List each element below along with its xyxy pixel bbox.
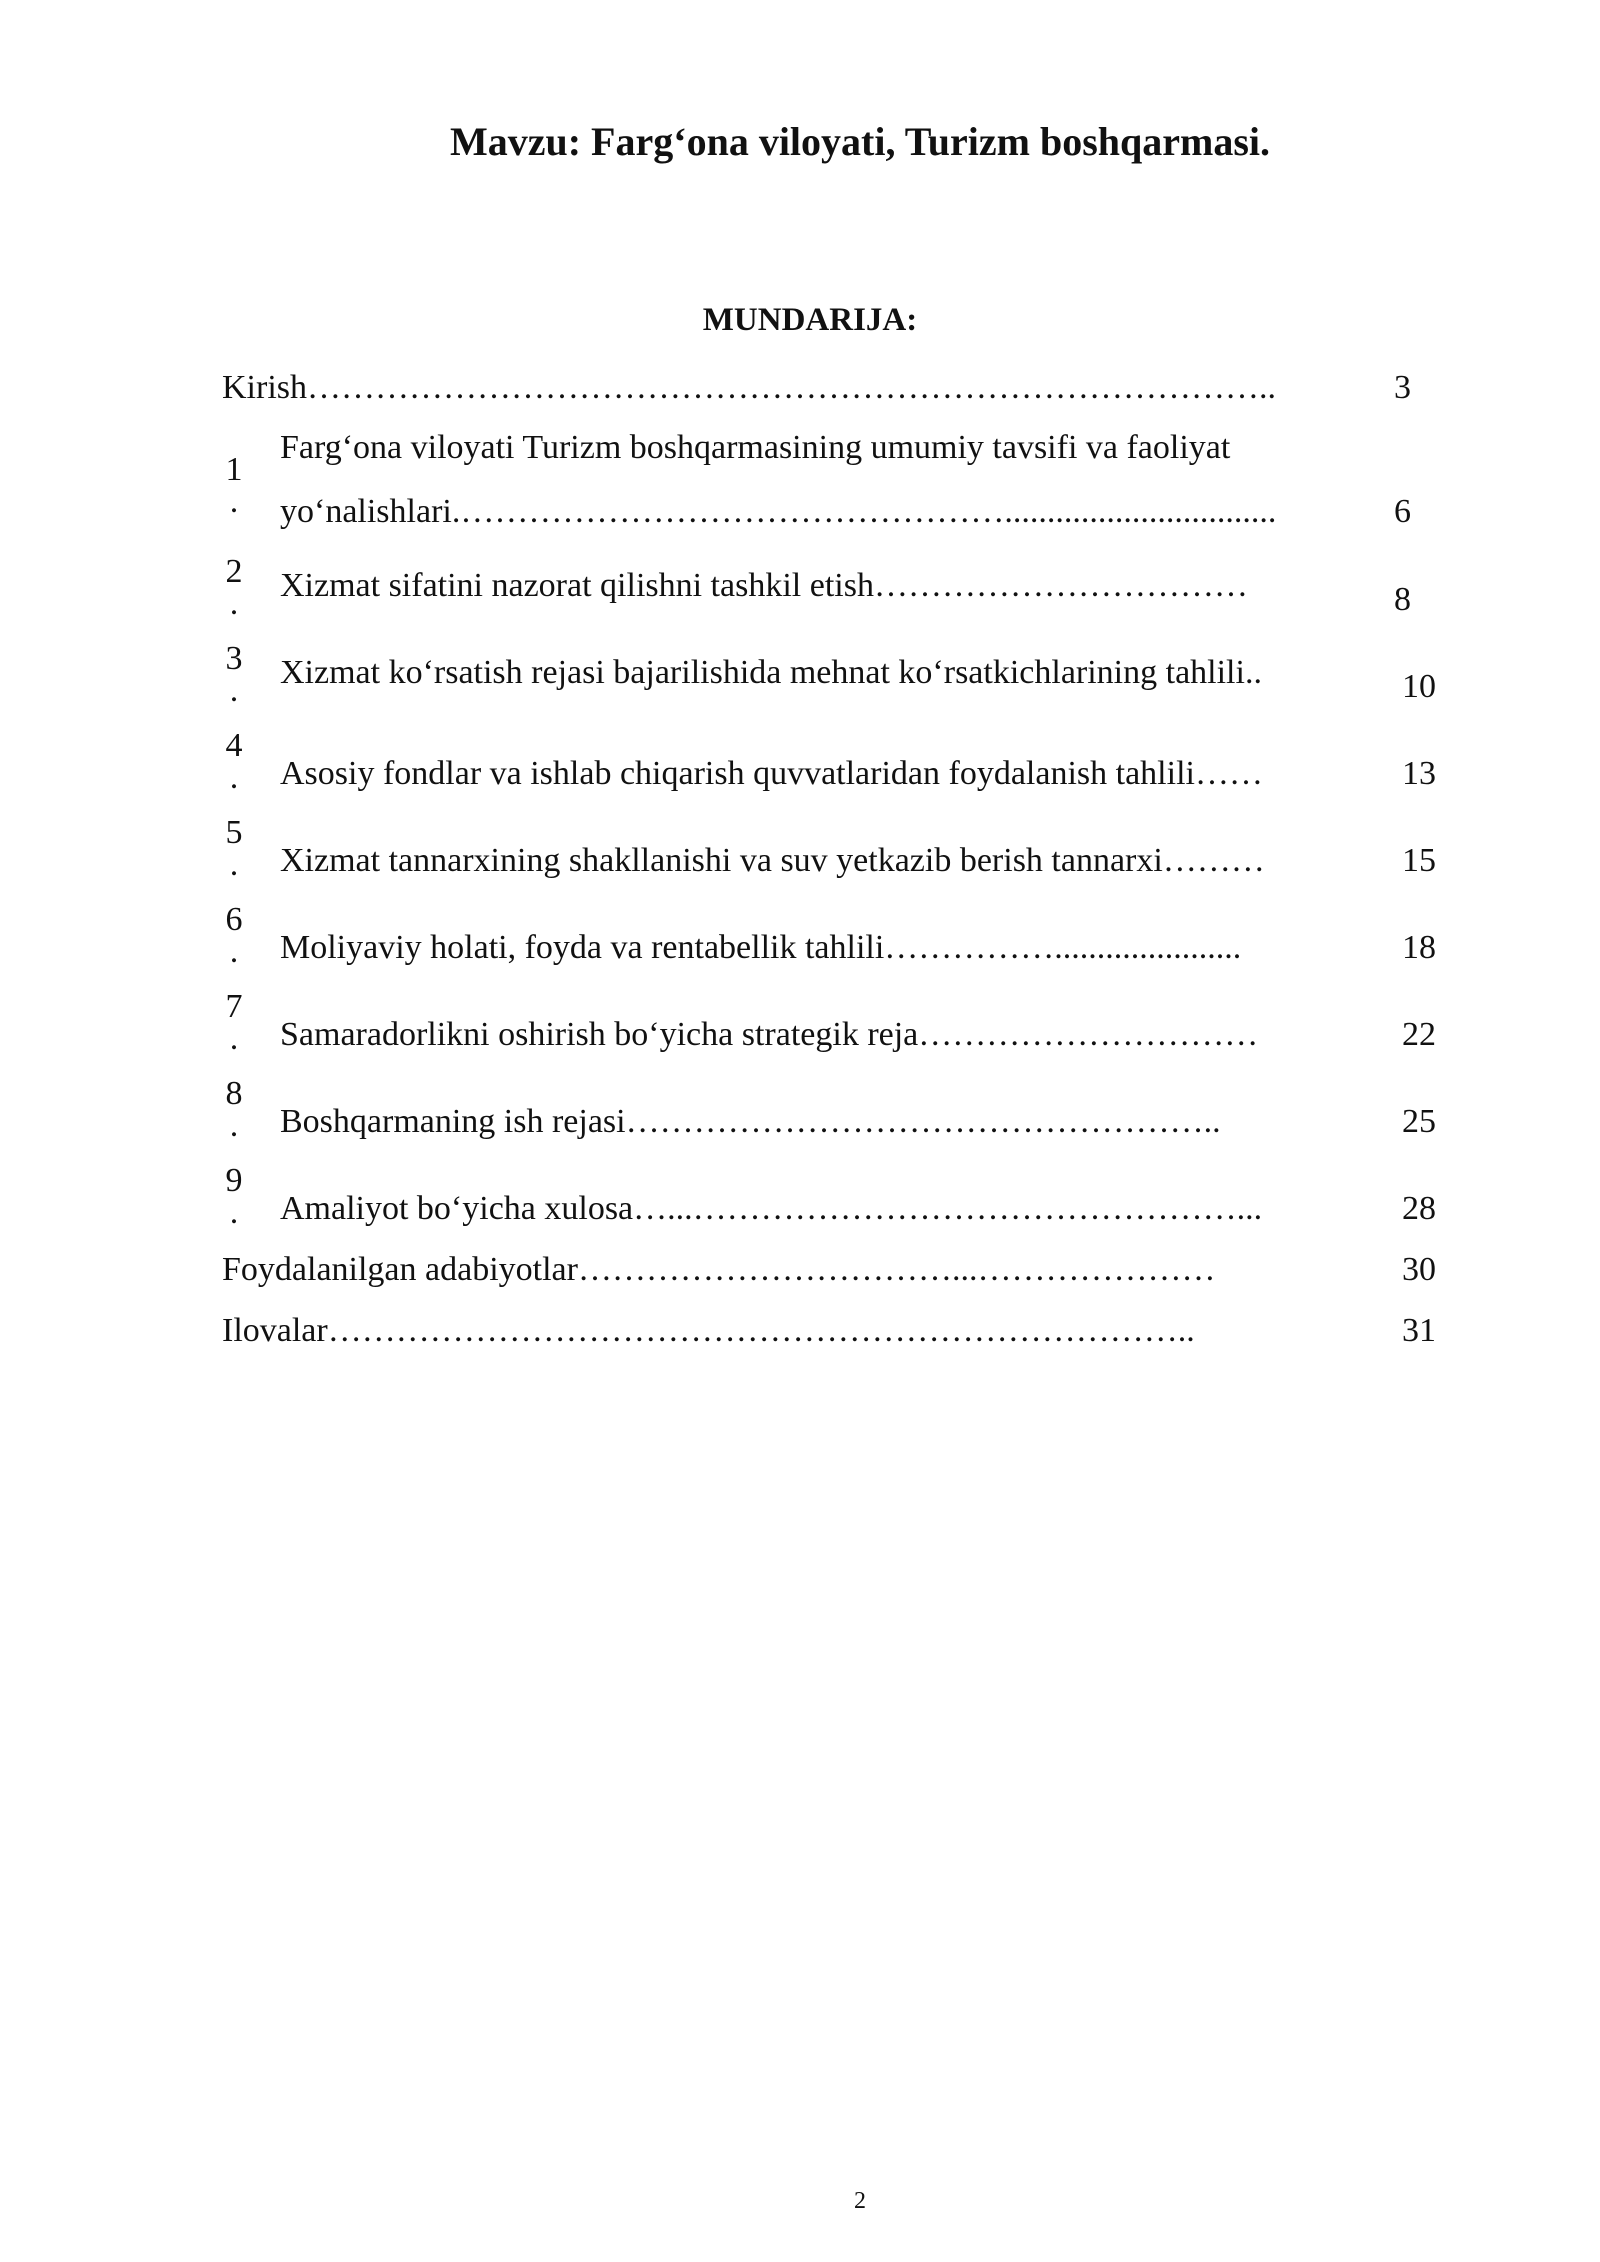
toc-entry-page: 3 <box>1394 369 1411 406</box>
toc-entry-page: 25 <box>1402 1103 1436 1140</box>
toc-entry-text: Ilovalar………………………………………………………………….. <box>222 1312 1195 1349</box>
toc-entry-text: Boshqarmaning ish rejasi…………………………………………….. <box>280 1103 1221 1140</box>
toc-entry-number <box>222 898 246 970</box>
toc-entry-number-dot: . <box>229 585 239 622</box>
toc-entry-number-digit: 5 <box>225 814 243 851</box>
toc-entry-page: 28 <box>1402 1190 1436 1227</box>
toc-entry-number-digit: 1 <box>225 451 243 488</box>
toc-entry-number <box>222 448 246 520</box>
toc-entry-number <box>222 811 246 883</box>
toc-entry-number-dot: . <box>229 1020 239 1057</box>
toc-entry-number <box>222 1159 246 1231</box>
toc-entry-text: Asosiy fondlar va ishlab chiqarish quvvatlaridan foydalanish tahlili…… <box>280 755 1263 792</box>
toc-entry-page: 22 <box>1402 1016 1436 1053</box>
toc-entry-page: 15 <box>1402 842 1436 879</box>
toc-entry-text: Moliyaviy holati, foyda va rentabellik tahlili……………...................... <box>280 929 1242 966</box>
toc-entry-number <box>222 637 246 709</box>
page-title: Mavzu: Farg‘ona viloyati, Turizm boshqarmasi. <box>449 119 1271 164</box>
toc-entry-number-digit: 9 <box>225 1162 243 1199</box>
toc-entry-number-digit: 3 <box>225 640 243 677</box>
toc-entry-number-dot: . <box>229 933 239 970</box>
toc-entry-text: Samaradorlikni oshirish bo‘yicha strategik reja………………………… <box>280 1016 1259 1053</box>
toc-entry-number-dot: . <box>229 1107 239 1144</box>
toc-entry-page: 8 <box>1394 581 1411 618</box>
toc-entry-number-dot: . <box>229 759 239 796</box>
toc-entry-number-digit: 4 <box>225 727 243 764</box>
page-number: 2 <box>854 2188 866 2214</box>
toc-entry-number-dot: . <box>229 483 239 520</box>
toc-entry-number <box>222 724 246 796</box>
toc-entry-page: 10 <box>1402 668 1436 705</box>
toc-entry-number <box>222 550 246 622</box>
toc-entry-number-dot: . <box>229 672 239 709</box>
toc-entry-page: 18 <box>1402 929 1436 966</box>
toc-entry-number-digit: 7 <box>225 988 243 1025</box>
toc-entry-text: Xizmat sifatini nazorat qilishni tashkil etish…………………………… <box>280 567 1248 604</box>
toc-entry-text-line1: Farg‘ona viloyati Turizm boshqarmasining umumiy tavsifi va faoliyat <box>280 429 1231 466</box>
toc-entry-page: 30 <box>1402 1251 1436 1288</box>
toc-entry-number <box>222 985 246 1057</box>
toc-entry-text: Xizmat ko‘rsatish rejasi bajarilishida mehnat ko‘rsatkichlarining tahlili.. <box>280 654 1262 691</box>
toc-entry-number-dot: . <box>229 846 239 883</box>
toc-entry-page: 13 <box>1402 755 1436 792</box>
toc-entry-number <box>222 1072 246 1144</box>
toc-entry-text-line2: yo‘nalishlari.…………………………………………................................ <box>280 493 1277 530</box>
toc-entry-text: Xizmat tannarxining shakllanishi va suv yetkazib berish tannarxi……… <box>280 842 1265 879</box>
toc-entry-text: Kirish………………………………………………………………………….. <box>222 369 1276 406</box>
toc-entry-number-digit: 2 <box>225 553 243 590</box>
toc-heading: MUNDARIJA: <box>702 302 918 338</box>
toc-entry-number-digit: 8 <box>225 1075 243 1112</box>
toc-entry-page: 6 <box>1394 493 1411 530</box>
toc-entry-text: Foydalanilgan adabiyotlar……………………………...………………… <box>222 1251 1216 1288</box>
toc-entry-number-dot: . <box>229 1194 239 1231</box>
toc-entry-page: 31 <box>1402 1312 1436 1349</box>
toc-entry-number-digit: 6 <box>225 901 243 938</box>
toc-entry-text: Amaliyot bo‘yicha xulosa…...…………………………………………... <box>280 1190 1263 1227</box>
